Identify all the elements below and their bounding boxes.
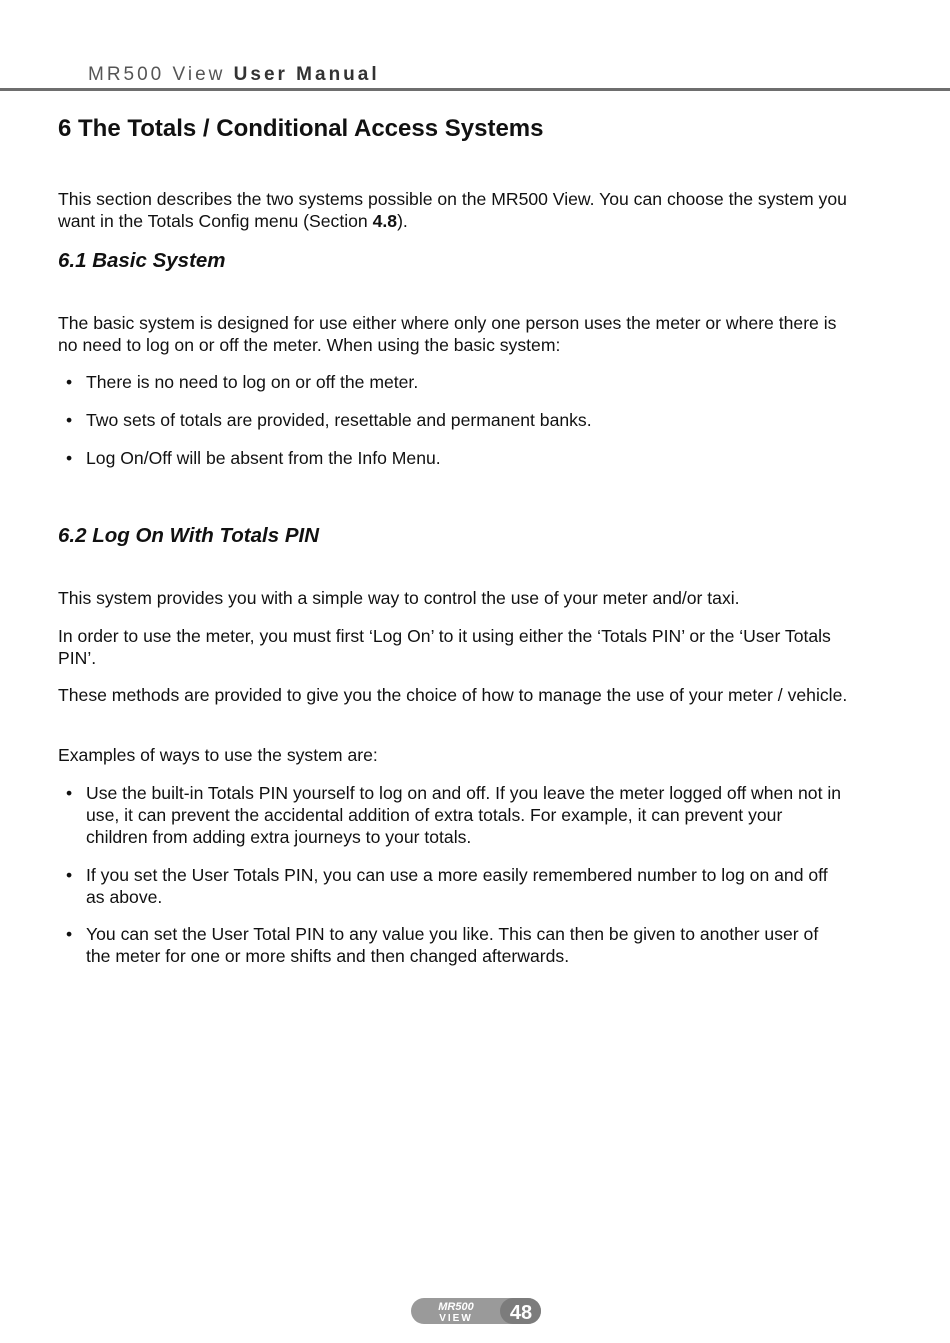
list-item [66, 864, 846, 908]
list-item-text: Use the built-in Totals PIN yourself to log on and off. If you leave the meter logged off when not in use, it can prevent the accidental addition of extra totals. For example, it can prevent your children from adding extra journeys to your totals. [86, 783, 842, 847]
bullet-icon: • [66, 924, 73, 944]
bullet-icon: • [66, 783, 73, 803]
running-header [88, 64, 380, 86]
list-item [66, 782, 846, 848]
bullet-icon: • [66, 865, 73, 885]
list-item [66, 371, 846, 393]
list-item-text: There is no need to log on or off the meter. [86, 372, 419, 392]
intro-text-before: This section describes the two systems possible on the MR500 View. You can choose the system you want in the Totals Config menu (Section [58, 189, 847, 231]
running-header-prefix: MR500 View [88, 64, 226, 85]
running-header-suffix: User Manual [233, 64, 380, 85]
list-item-text: You can set the User Total PIN to any value you like. This can then be given to another user of the meter for one or more shifts and then changed afterwards. [86, 924, 819, 966]
heading-basic-system: 6.1 Basic System [58, 249, 226, 272]
page-title: 6 The Totals / Conditional Access Systems [58, 115, 544, 142]
heading-log-on-totals-pin: 6.2 Log On With Totals PIN [58, 524, 320, 547]
list-item [66, 447, 846, 469]
list-item-text: Two sets of totals are provided, resettable and permanent banks. [86, 410, 592, 430]
basic-paragraph: The basic system is designed for use either where only one person uses the meter or where there is no need to log on or off the meter. When using the basic system: [58, 313, 837, 355]
bullet-icon: • [66, 410, 73, 430]
header-rule [0, 88, 950, 91]
list-item-text: Log On/Off will be absent from the Info Menu. [86, 448, 441, 468]
logon-paragraph: This system provides you with a simple way to control the use of your meter and/or taxi. [58, 588, 740, 608]
logon-paragraph: In order to use the meter, you must first ‘Log On’ to it using either the ‘Totals PIN’ or the ‘User Totals PIN’. [58, 626, 831, 668]
logon-paragraph: These methods are provided to give you the choice of how to manage the use of your meter / vehicle. [58, 685, 848, 705]
bullet-icon: • [66, 448, 73, 468]
list-item-text: If you set the User Totals PIN, you can use a more easily remembered number to log on and off as above. [86, 865, 828, 907]
logon-paragraph: Examples of ways to use the system are: [58, 745, 378, 765]
bullet-icon: • [66, 372, 73, 392]
footer-logo-line1: MR500 [438, 1301, 474, 1313]
list-item [66, 923, 846, 967]
footer-logo [410, 1296, 542, 1326]
section-intro [58, 188, 858, 232]
intro-text-after: ). [397, 211, 408, 231]
intro-section-ref: 4.8 [372, 211, 398, 231]
list-item [66, 409, 846, 431]
page-number: 48 [509, 1302, 533, 1324]
footer-logo-line2: VIEW [439, 1313, 473, 1324]
